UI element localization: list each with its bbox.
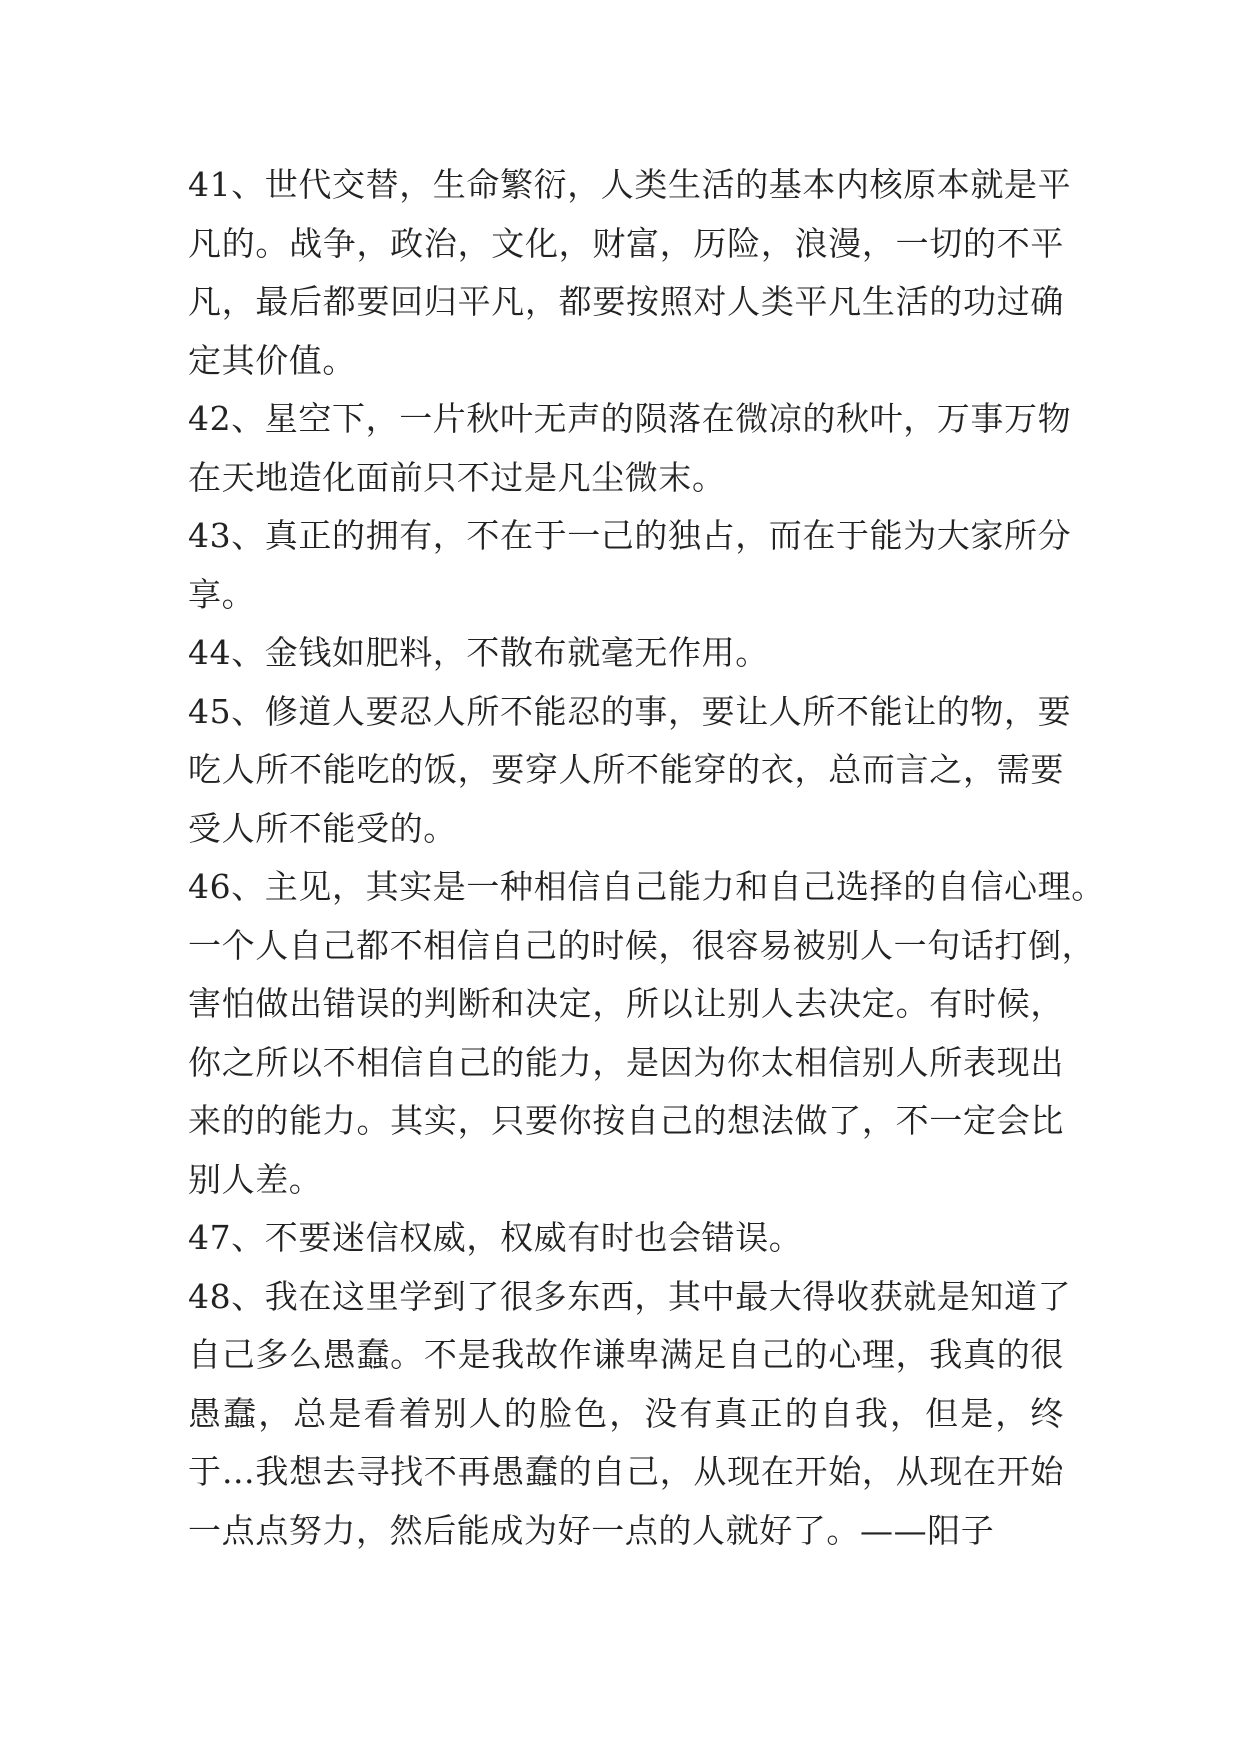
text-line: 45、修道人要忍人所不能忍的事，要让人所不能让的物，要: [188, 691, 1072, 731]
text-line: 你之所以不相信自己的能力，是因为你太相信别人所表现出: [188, 1042, 1064, 1082]
text-line: 41、世代交替，生命繁衍，人类生活的基本内核原本就是平: [188, 165, 1072, 204]
text-line: 凡，最后都要回归平凡，都要按照对人类平凡生活的功过确: [188, 282, 1064, 321]
text-line: 享。: [188, 574, 256, 614]
text-line: 凡的。战争，政治，文化，财富，历险，浪漫，一切的不平: [188, 223, 1064, 263]
text-line: 42、星空下，一片秋叶无声的陨落在微凉的秋叶，万事万物: [188, 399, 1072, 438]
text-line: 48、我在这里学到了很多东西，其中最大得收获就是知道了: [188, 1276, 1072, 1316]
text-line: 受人所不能受的。: [188, 808, 457, 848]
text-line: 愚蠢，总是看着别人的脸色，没有真正的自我，但是，终: [188, 1393, 1064, 1433]
text-line: 46、主见，其实是一种相信自己能力和自己选择的自信心理。: [188, 867, 1105, 906]
text-line: 自己多么愚蠢。不是我故作谦卑满足自己的心理，我真的很: [188, 1335, 1064, 1374]
text-line: 吃人所不能吃的饭，要穿人所不能穿的衣，总而言之，需要: [188, 750, 1064, 789]
text-line: 别人差。: [188, 1159, 323, 1199]
text-line: 定其价值。: [188, 340, 356, 380]
text-line: 44、金钱如肥料，不散布就毫无作用。: [188, 633, 769, 672]
text-line: 一个人自己都不相信自己的时候，很容易被别人一句话打倒，: [188, 925, 1096, 965]
text-line: 来的的能力。其实，只要你按自己的想法做了，不一定会比: [188, 1101, 1064, 1140]
text-line: 一点点努力，然后能成为好一点的人就好了。——阳子: [188, 1510, 995, 1550]
text-line: 在天地造化面前只不过是凡尘微末。: [188, 457, 726, 497]
quote-text-block: [188, 156, 1105, 1560]
text-line: 害怕做出错误的判断和决定，所以让别人去决定。有时候，: [188, 984, 1064, 1023]
text-line: 于…我想去寻找不再愚蠢的自己，从现在开始，从现在开始: [188, 1452, 1064, 1491]
text-line: 43、真正的拥有，不在于一己的独占，而在于能为大家所分: [188, 516, 1072, 555]
text-line: 47、不要迷信权威，权威有时也会错误。: [188, 1218, 803, 1257]
